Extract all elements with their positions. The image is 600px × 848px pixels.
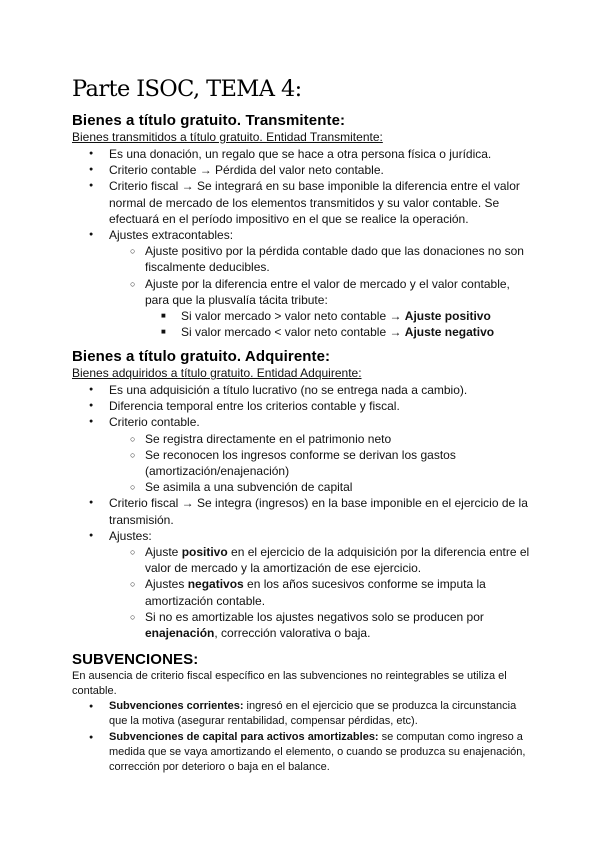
list-item: ● Criterio contable → Pérdida del valor neto contable. [72,162,532,178]
section-subheading: Bienes adquiridos a título gratuito. Entidad Adquirente: [72,366,362,380]
list-item: ● Es una donación, un regalo que se hace a otra persona física o jurídica. [72,146,532,162]
list-item-label: Ajuste por la diferencia entre el valor de mercado y el valor contable, para que la plusvalía tácita tribute: [145,276,510,307]
sub-list [109,544,532,641]
list-item: ○ Se asimila a una subvención de capital [109,479,532,495]
case-text: Si valor mercado < valor neto contable → [181,325,405,340]
list-item [72,414,532,495]
sub-sub-list [145,308,532,340]
bold-run: negativos [187,577,244,592]
bullet-list [72,699,532,775]
section-heading: Bienes a título gratuito. Transmitente: [72,112,346,129]
list-item: ○ Se registra directamente en el patrimonio neto [109,431,532,447]
list-item-label: Criterio contable. [109,415,200,430]
bullet-list [72,382,532,641]
list-item [72,528,532,641]
list-item [72,227,532,340]
section-heading: Bienes a título gratuito. Adquirente: [72,348,331,365]
section-subheading: Bienes transmitidos a título gratuito. Entidad Transmitente: [72,130,383,144]
sub-list [109,431,532,496]
list-item [72,699,532,730]
section-transmitente [72,112,532,340]
list-item: ○ Ajuste positivo por la pérdida contable dado que las donaciones no son fiscalmente deducibles. [109,243,532,275]
list-item [145,308,532,324]
list-item [109,609,532,641]
section-heading: SUBVENCIONES: [72,651,199,668]
section-subvenciones [72,651,532,775]
bold-run: positivo [181,545,228,560]
text-run: Ajuste [145,545,182,560]
text-run: en el ejercicio de la adquisición por la diferencia entre el valor de mercado y la amortización de ese ejercicio. [145,545,530,576]
list-item-label: Ajustes extracontables: [109,228,234,243]
list-item-label: Ajustes: [109,528,152,543]
text-run: se computan como ingreso a medida que se vaya amortizando el elemento, o cuando se produzca su enajenación, corrección por deterioro o baja en el balance. [109,730,526,774]
bullet-list [72,146,532,340]
case-result: Ajuste positivo [404,309,491,324]
list-item [109,576,532,608]
list-item: ● Es una adquisición a título lucrativo (no se entrega nada a cambio). [72,382,532,398]
bold-run: Subvenciones de capital para activos amortizables: [109,730,379,743]
text-run: Si no es amortizable los ajustes negativos solo se producen por [145,609,484,624]
list-item [109,544,532,576]
list-item: ● Diferencia temporal entre los criterios contable y fiscal. [72,398,532,414]
bold-run: Subvenciones corrientes: [109,700,244,712]
text-run: ingresó en el ejercicio que se produzca la circunstancia que la motiva (asegurar rentabilidad, compensar pérdidas, etc). [109,700,517,728]
section-adquirente [72,348,532,641]
text-run: en los años sucesivos conforme se imputa la amortización contable. [145,577,486,608]
page-title: Parte ISOC, TEMA 4: [72,76,302,102]
list-item: ● Criterio fiscal → Se integrará en su base imponible la diferencia entre el valor normal de mercado de los elementos transmitidos y su valor contable. Se efectuará en el período impositivo en el que se realice la operación. [72,178,532,227]
sub-list [109,243,532,340]
case-text: Si valor mercado > valor neto contable → [181,309,405,324]
list-item [109,276,532,341]
section-intro: En ausencia de criterio fiscal específico en las subvenciones no reintegrables se utiliza el contable. [72,670,507,697]
list-item [145,324,532,340]
list-item: ● Criterio fiscal → Se integra (ingresos) en la base imponible en el ejercicio de la transmisión. [72,495,532,527]
bold-run: enajenación [145,626,215,641]
list-item: ○ Se reconocen los ingresos conforme se derivan los gastos (amortización/enajenación) [109,447,532,479]
list-item [72,730,532,776]
text-run: , corrección valorativa o baja. [214,626,371,641]
text-run: Ajustes [145,577,188,592]
case-result: Ajuste negativo [404,325,495,340]
